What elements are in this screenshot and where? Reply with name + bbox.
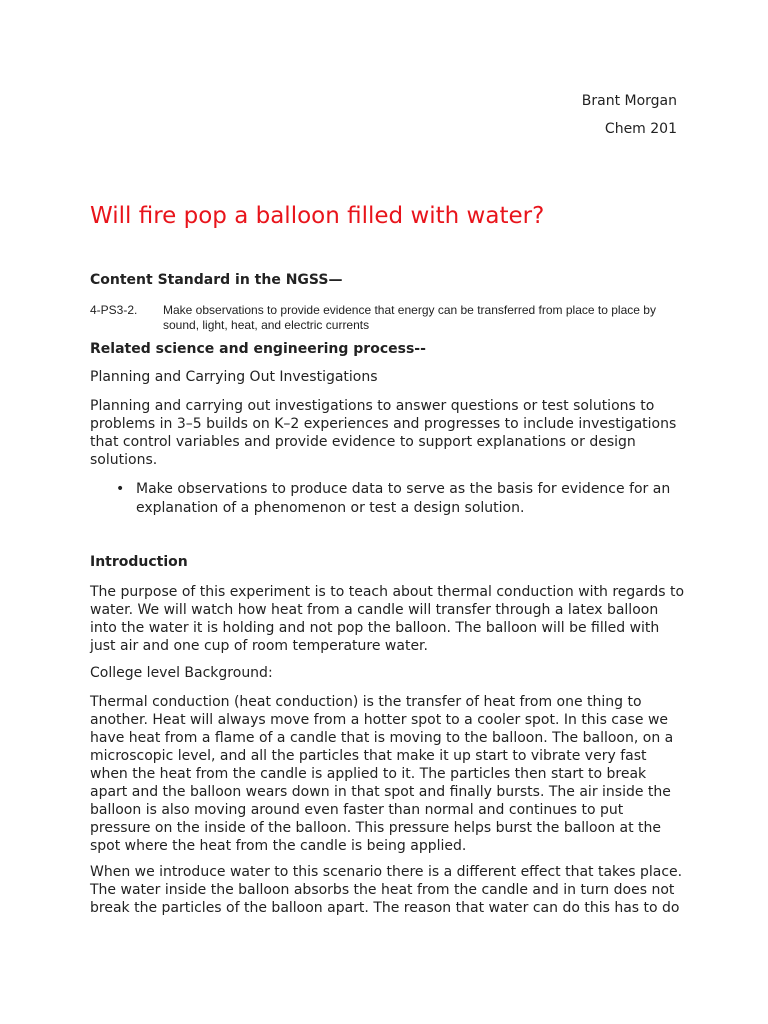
- paragraph-line: Thermal conduction (heat conduction) is the transfer of heat from one thing to: [90, 694, 642, 710]
- document-title: Will fire pop a balloon filled with water?: [90, 203, 545, 229]
- process-paragraph: [90, 397, 690, 469]
- introduction-paragraph: [90, 583, 690, 655]
- paragraph-line: break the particles of the balloon apart. The reason that water can do this has to do: [90, 900, 680, 916]
- standard-text-line: Make observations to provide evidence that energy can be transferred from place to place by: [163, 303, 656, 317]
- standard-heading: Content Standard in the NGSS—: [90, 272, 343, 288]
- paragraph-line: balloon is also moving around even faster than normal and continues to put: [90, 802, 624, 818]
- paragraph-line: problems in 3–5 builds on K–2 experiences and progresses to include investigations: [90, 416, 677, 432]
- paragraph-line: that control variables and provide evidence to support explanations or design: [90, 434, 636, 450]
- paragraph-line: another. Heat will always move from a hotter spot to a cooler spot. In this case we: [90, 712, 669, 728]
- process-heading: Related science and engineering process--: [90, 341, 426, 357]
- paragraph-line: The purpose of this experiment is to teach about thermal conduction with regards to: [90, 584, 685, 600]
- paragraph-line: pressure on the inside of the balloon. This pressure helps burst the balloon at the: [90, 820, 662, 836]
- standard-text-line: sound, light, heat, and electric currents: [163, 318, 370, 332]
- paragraph-line: Planning and carrying out investigations to answer questions or test solutions to: [90, 398, 655, 414]
- author-name: Brant Morgan: [581, 93, 677, 109]
- standard-text: [163, 303, 683, 333]
- bullet-item: [136, 480, 696, 518]
- water-paragraph: [90, 863, 690, 917]
- paragraph-line: The water inside the balloon absorbs the heat from the candle and in turn does not: [90, 882, 675, 898]
- paragraph-line: spot where the heat from the candle is being applied.: [90, 838, 467, 854]
- process-subheading: Planning and Carrying Out Investigations: [90, 369, 378, 385]
- paragraph-line: apart and the balloon wears down in that spot and finally bursts. The air inside the: [90, 784, 671, 800]
- paragraph-line: into the water it is holding and not pop the balloon. The balloon will be filled with: [90, 620, 660, 636]
- standard-code: 4-PS3-2.: [90, 303, 138, 317]
- background-label: College level Background:: [90, 665, 273, 681]
- introduction-heading: Introduction: [90, 554, 188, 570]
- bullet-icon: •: [116, 481, 125, 497]
- paragraph-line: have heat from a flame of a candle that is moving to the balloon. The balloon, on a: [90, 730, 674, 746]
- paragraph-line: solutions.: [90, 452, 158, 468]
- paragraph-line: just air and one cup of room temperature water.: [90, 638, 428, 654]
- background-paragraph: [90, 693, 690, 855]
- bullet-line: explanation of a phenomenon or test a design solution.: [136, 500, 525, 516]
- paragraph-line: water. We will watch how heat from a candle will transfer through a latex balloon: [90, 602, 659, 618]
- paragraph-line: when the heat from the candle is applied to it. The particles then start to break: [90, 766, 647, 782]
- paragraph-line: When we introduce water to this scenario there is a different effect that takes place.: [90, 864, 683, 880]
- bullet-line: Make observations to produce data to serve as the basis for evidence for an: [136, 481, 671, 497]
- paragraph-line: microscopic level, and all the particles that make it up start to vibrate very fast: [90, 748, 647, 764]
- course-name: Chem 201: [604, 121, 677, 137]
